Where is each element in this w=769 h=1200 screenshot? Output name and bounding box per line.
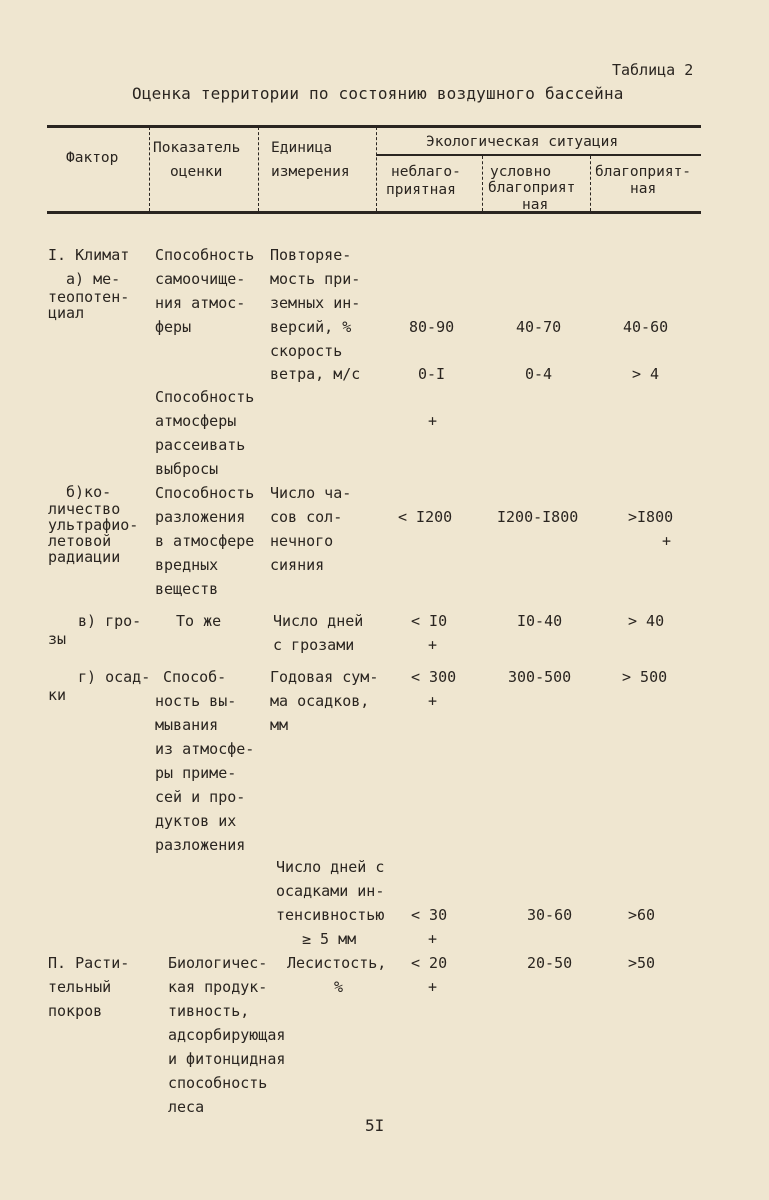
header-unfavorable: приятная: [386, 182, 456, 198]
factor-label: радиации: [48, 548, 121, 566]
indicator-text: ры приме-: [155, 764, 237, 782]
indicator-text: Способ-: [163, 668, 227, 686]
plus-mark: +: [428, 978, 438, 996]
page-number: 5I: [365, 1116, 385, 1135]
header-bottom-rule: [47, 211, 701, 214]
factor-label: ки: [48, 686, 67, 704]
col-divider: [590, 156, 591, 211]
header-unit: Единица: [271, 140, 333, 156]
factor-label: г) осад-: [78, 668, 151, 686]
value-cell: > 4: [632, 365, 660, 383]
indicator-text: феры: [155, 318, 192, 336]
unit-text: мость при-: [270, 270, 361, 288]
unit-text: мм: [270, 716, 289, 734]
unit-text: %: [334, 978, 344, 996]
header-indicator: Показатель: [153, 140, 241, 156]
header-favorable: благоприят-: [595, 164, 692, 180]
unit-text: ветра, м/с: [270, 365, 361, 383]
value-cell: > 40: [628, 612, 665, 630]
plus-mark: +: [428, 412, 438, 430]
unit-text: ма осадков,: [270, 692, 370, 710]
indicator-text: мывания: [155, 716, 219, 734]
value-cell: < I200: [398, 508, 453, 526]
indicator-text: разложения: [155, 836, 246, 854]
value-cell: 300-500: [508, 668, 572, 686]
factor-label: П. Расти-: [48, 954, 130, 972]
unit-text: земных ин-: [270, 294, 361, 312]
unit-text: ≥ 5 мм: [302, 930, 357, 948]
indicator-text: ния атмос-: [155, 294, 246, 312]
indicator-text: способность: [168, 1074, 268, 1092]
indicator-text: веществ: [155, 580, 219, 598]
value-cell: < 30: [411, 906, 448, 924]
indicator-text: разложения: [155, 508, 246, 526]
value-cell: I0-40: [517, 612, 563, 630]
value-cell: > 500: [622, 668, 668, 686]
header-factor: Фактор: [66, 150, 119, 166]
indicator-text: кая продук-: [168, 978, 268, 996]
plus-mark: +: [428, 930, 438, 948]
indicator-text: атмосферы: [155, 412, 237, 430]
indicator-text: выбросы: [155, 460, 219, 478]
factor-label: покров: [48, 1002, 103, 1020]
factor-label: в) гро-: [78, 612, 142, 630]
header-conditional: условно: [490, 164, 552, 180]
unit-text: нечного: [270, 532, 334, 550]
value-cell: I200-I800: [497, 508, 579, 526]
unit-text: тенсивностью: [276, 906, 385, 924]
value-cell: 20-50: [527, 954, 573, 972]
indicator-text: сей и про-: [155, 788, 246, 806]
value-cell: >I800: [628, 508, 674, 526]
plus-mark: +: [428, 692, 438, 710]
factor-label: теопотен-: [48, 288, 130, 306]
unit-text: с грозами: [273, 636, 355, 654]
indicator-text: Способность: [155, 484, 255, 502]
factor-label: личество: [48, 500, 121, 518]
indicator-text: и фитонцидная: [168, 1050, 286, 1068]
col-divider: [149, 127, 150, 211]
indicator-text: То же: [176, 612, 222, 630]
header-conditional: ная: [522, 197, 549, 213]
factor-label: а) ме-: [66, 270, 121, 288]
value-cell: 0-I: [418, 365, 446, 383]
unit-text: Повторяе-: [270, 246, 352, 264]
indicator-text: леса: [168, 1098, 205, 1116]
indicator-text: из атмосфе-: [155, 740, 255, 758]
factor-label: циал: [48, 304, 85, 322]
unit-text: Число ча-: [270, 484, 352, 502]
indicator-text: Способность: [155, 388, 255, 406]
unit-text: Число дней с: [276, 858, 385, 876]
unit-text: Годовая сум-: [270, 668, 379, 686]
factor-label: тельный: [48, 978, 112, 996]
top-rule: [47, 125, 701, 128]
indicator-text: вредных: [155, 556, 219, 574]
table-title: Оценка территории по состоянию воздушного бассейна: [132, 84, 624, 103]
unit-text: осадками ин-: [276, 882, 385, 900]
unit-text: версий, %: [270, 318, 352, 336]
indicator-text: Способность: [155, 246, 255, 264]
value-cell: >50: [628, 954, 656, 972]
table-label: Таблица 2: [612, 61, 694, 79]
header-favorable: ная: [630, 181, 657, 197]
value-cell: 30-60: [527, 906, 573, 924]
value-cell: < 300: [411, 668, 457, 686]
value-cell: 40-60: [623, 318, 669, 336]
header-unit: измерения: [271, 164, 350, 180]
col-divider: [376, 127, 377, 211]
indicator-text: рассеивать: [155, 436, 246, 454]
plus-mark: +: [428, 636, 438, 654]
indicator-text: адсорбирующая: [168, 1026, 286, 1044]
unit-text: скорость: [270, 342, 343, 360]
indicator-text: дуктов их: [155, 812, 237, 830]
indicator-text: в атмосфере: [155, 532, 255, 550]
header-indicator: оценки: [170, 164, 223, 180]
value-cell: 40-70: [516, 318, 562, 336]
header-eco-situation: Экологическая ситуация: [426, 134, 619, 150]
factor-label: I. Климат: [48, 246, 130, 264]
value-cell: < I0: [411, 612, 448, 630]
unit-text: сияния: [270, 556, 325, 574]
factor-label: ультрафио-: [48, 516, 139, 534]
factor-label: зы: [48, 630, 67, 648]
indicator-text: Биологичес-: [168, 954, 268, 972]
factor-label: б)ко-: [66, 483, 112, 501]
col-divider: [258, 127, 259, 211]
col-divider: [482, 156, 483, 211]
value-cell: < 20: [411, 954, 448, 972]
indicator-text: тивность,: [168, 1002, 250, 1020]
subheader-rule: [376, 154, 701, 156]
header-conditional: благоприят: [488, 180, 576, 196]
indicator-text: самоочище-: [155, 270, 246, 288]
unit-text: Лесистость,: [287, 954, 387, 972]
plus-mark: +: [662, 532, 672, 550]
indicator-text: ность вы-: [155, 692, 237, 710]
value-cell: 80-90: [409, 318, 455, 336]
factor-label: летовой: [48, 532, 112, 550]
value-cell: 0-4: [525, 365, 553, 383]
header-unfavorable: неблаго-: [391, 164, 461, 180]
unit-text: сов сол-: [270, 508, 343, 526]
value-cell: >60: [628, 906, 656, 924]
unit-text: Число дней: [273, 612, 364, 630]
